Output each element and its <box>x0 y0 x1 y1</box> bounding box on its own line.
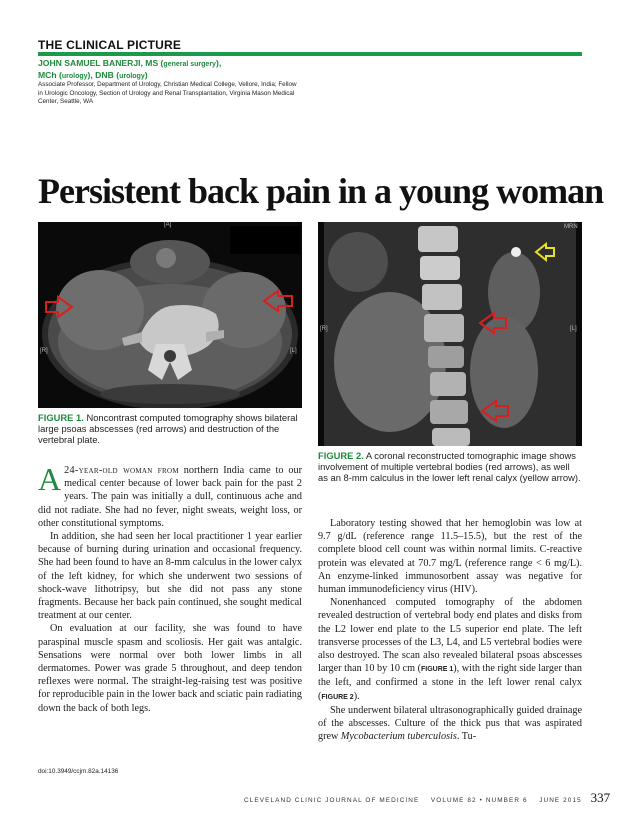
author-line2-b: ), DNB ( <box>87 70 120 80</box>
paragraph-1-lead: 24-year-old woman from <box>64 465 179 476</box>
figure-1-caption-text: Noncontrast computed tomography shows bilateral large psoas abscesses (red arrows) and destruction of the vertebral plate. <box>38 412 298 445</box>
figure-1-label: FIGURE 1. <box>38 412 84 423</box>
ct-coronal-svg <box>318 222 582 446</box>
ct-label-left: [L] <box>290 348 297 354</box>
figure-2-caption-text: A coronal reconstructed tomographic image shows involvement of multiple vertebral bodies (red arrows), as well as an 8-mm calculus in the lower left renal calyx (yellow arrow). <box>318 450 581 483</box>
footer-number: NUMBER 6 <box>485 797 528 804</box>
paragraph-1-text: northern India came to our medical center because of lower back pain for the past 2 years. The pain was initially a dull, continuous ache and did not radiate. She had no fever, night sweats, weight loss, or other constitutional symptoms. <box>38 465 302 529</box>
author-affiliation: Associate Professor, Department of Urology, Christian Medical College, Vellore, India; Fellow in Urologic Oncology, Section of Urology and Renal Transplantation, Virginia Mason Medical Center, Seattle, WA <box>38 81 297 106</box>
ct-label-mrn: MRN <box>564 224 578 230</box>
ct-label-right: [R] <box>40 348 48 354</box>
figure-1-caption <box>38 412 302 445</box>
drop-cap: A <box>38 461 62 497</box>
paragraph-5 <box>318 596 582 704</box>
organism-name: Mycobacterium tuberculosis <box>340 731 457 743</box>
footer-journal: CLEVELAND CLINIC JOURNAL OF MEDICINE <box>244 797 420 804</box>
section-label: THE CLINICAL PICTURE <box>38 38 182 52</box>
author-line2-a: MCh ( <box>38 70 62 80</box>
ct-axial-svg <box>38 222 302 408</box>
article-title: Persistent back pain in a young woman <box>38 171 604 211</box>
paragraph-6-b: . Tu- <box>456 731 477 743</box>
renal-calculus <box>511 247 521 257</box>
author-specialty-2: urology <box>61 73 88 80</box>
paragraph-4: Laboratory testing showed that her hemoglobin was low at 9.7 g/dL (reference range 11.5–15.5), but the rest of the complete blood cell count was within normal limits. C-reactive protein was elevated at 70.7 mg/L (reference range < 6 mg/L). An enzyme-linked immunosorbent assay was negative for human immunodeficiency virus (HIV). <box>318 518 582 596</box>
figure-1-reference[interactable]: FIGURE 1 <box>420 666 454 674</box>
paragraph-2: In addition, she had seen her local practitioner 1 year earlier because of burning during urination and occasional frequency. She had been found to have an 8-mm calculus in the lower calyx of the left kidney, for which she underwent two sessions of shock-wave lithotripsy, but she did not pass any stone fragments. Because her back pain continued, she sought medical treatment at our center. <box>38 531 302 622</box>
paragraph-3: On evaluation at our facility, she was found to have paraspinal muscle spasm and scoliosis. Her gait was antalgic. Sensations were normal over both lower limbs in all dermatomes. Power was grade 5 throughout, and deep tendon reflexes were normal. The straight-leg-raising test was positive for reproducible pain in the lower back and sciatic pain radiating down the back of both legs. <box>38 623 302 714</box>
author-line1-b: ), <box>215 58 222 68</box>
body-column-left <box>38 461 302 715</box>
figure-2-reference[interactable]: FIGURE 2 <box>321 693 354 701</box>
figure-2-ct-image <box>318 222 582 446</box>
paragraph-5-a: Nonenhanced computed tomography of the abdomen revealed destruction of vertebral body end plates and disks from the L2 lower end plate to the L5 superior end plate. The left transverse processes of the L3, L4, and L5 vertebral bodies were also destroyed. The scan also revealed bilateral psoas abscesses larger than 10 by 10 cm ( <box>318 597 582 675</box>
ct-label-anterior: [A] <box>164 222 172 228</box>
figure-2-label: FIGURE 2. <box>318 450 364 461</box>
paragraph-1 <box>38 461 302 530</box>
author-line1-a: JOHN SAMUEL BANERJI, MS ( <box>38 58 164 68</box>
figure-1-ct-image <box>38 222 302 408</box>
page-number: 337 <box>590 790 611 805</box>
doi: doi:10.3949/ccjm.82a.14136 <box>38 768 119 775</box>
footer-volume: VOLUME 82 <box>430 797 477 804</box>
paragraph-5-b: ), with the right side larger than the left, and confirmed a stone in the left lower renal calyx ( <box>318 663 582 702</box>
figure-2-caption <box>318 450 582 483</box>
author-line2-c: ) <box>144 70 148 80</box>
paragraph-6 <box>318 704 582 744</box>
author-credentials <box>38 58 298 82</box>
section-rule <box>38 52 582 56</box>
page-footer: CLEVELAND CLINIC JOURNAL OF MEDICINE VOLUME 82 • NUMBER 6 JUNE 2015 337 <box>244 790 611 805</box>
paragraph-6-a: She underwent bilateral ultrasonographically guided drainage of the abscesses. Culture of the thick pus that was aspirated grew <box>318 704 582 743</box>
author-specialty-1: general surgery <box>163 61 216 68</box>
paragraph-5-c: ). <box>353 690 360 702</box>
ct-coronal-label-left: [L] <box>570 326 577 332</box>
body-column-right <box>318 517 582 743</box>
footer-date: JUNE 2015 <box>539 797 582 804</box>
author-specialty-3: urology <box>119 73 145 80</box>
ct-coronal-label-right: [R] <box>320 326 328 332</box>
